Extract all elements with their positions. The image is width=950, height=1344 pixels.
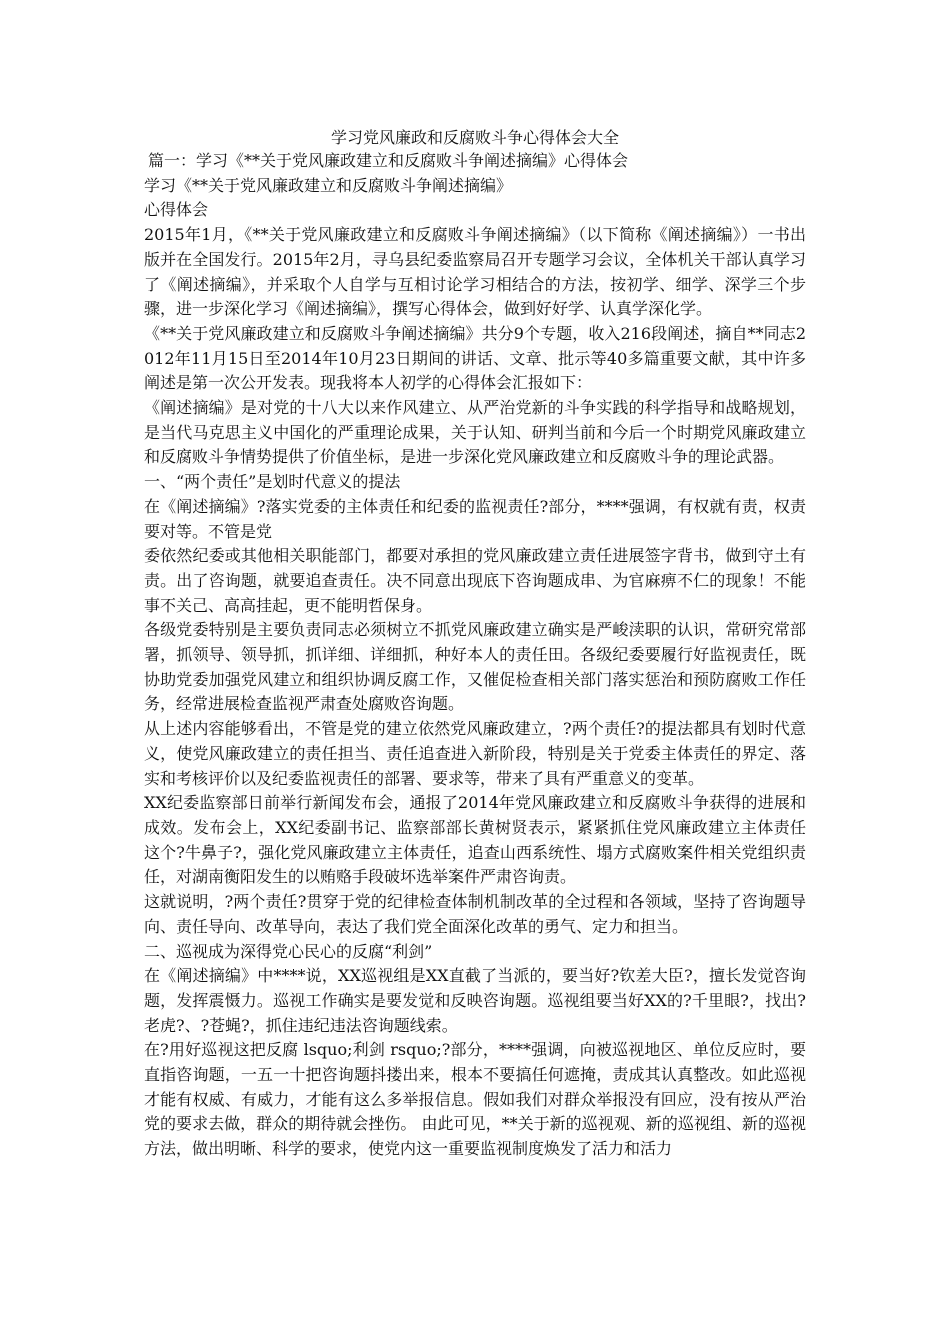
body-paragraph: 在?用好巡视这把反腐 lsquo;利剑 rsquo;?部分，****强调，向被巡视地区、单位反应时，要直指咨询题，一五一十把咨询题抖搂出来，根本不要搞任何遮掩，责成其认真整改。如此巡视才能有权威、有威力，才能有这么多举报信息。假如我们对群众举报没有回应，没有按从严治党的要求去做，群众的期待就会挫伤。 由此可见，**关于新的巡视观、新的巡视组、新的巡视方法，做出明晰、科学的要求，使党内这一重要监视制度焕发了活力和活力 <box>144 1040 806 1159</box>
body-paragraph: 《**关于党风廉政建立和反腐败斗争阐述摘编》共分9个专题，收入216段阐述，摘自**同志2012年11月15日至2014年10月23日期间的讲话、文章、批示等40多篇重要文献，其中许多阐述是第一次公开发表。现我将本人初学的心得体会汇报如下： <box>144 323 806 393</box>
document-page <box>144 126 806 1162</box>
body-paragraph: 在《阐述摘编》中****说，XX巡视组是XX直截了当派的，要当好?钦差大臣?，擅长发觉咨询题，发挥震慑力。巡视工作确实是要发觉和反映咨询题。巡视组要当好XX的?千里眼?，找出?老虎?、?苍蝇?，抓住违纪违法咨询题线索。 <box>144 966 806 1035</box>
body-paragraph: 在《阐述摘编》?落实党委的主体责任和纪委的监视责任?部分，****强调，有权就有责，权责要对等。不管是党 <box>144 496 806 541</box>
section-heading-two: 二、巡视成为深得党心民心的反腐“利剑” <box>144 941 433 961</box>
body-paragraph: 从上述内容能够看出，不管是党的建立依然党风廉政建立，?两个责任?的提法都具有划时代意义，使党风廉政建立的责任担当、责任追查进入新阶段，特别是关于党委主体责任的界定、落实和考核评价以及纪委监视责任的部署、要求等，带来了具有严重意义的变革。 <box>144 719 806 788</box>
subtitle-line: 学习《**关于党风廉政建立和反腐败斗争阐述摘编》 <box>144 175 513 195</box>
body-paragraph: 这就说明，?两个责任?贯穿于党的纪律检查体制机制改革的全过程和各领域，坚持了咨询题导向、责任导向、改革导向，表达了我们党全面深化改革的勇气、定力和担当。 <box>144 892 806 936</box>
body-paragraph: 2015年1月，《**关于党风廉政建立和反腐败斗争阐述摘编》（以下简称《阐述摘编》）一书出版并在全国发行。2015年2月，寻乌县纪委监察局召开专题学习会议，全体机关干部认真学习了《阐述摘编》，并采取个人自学与互相讨论学习相结合的方法，按初学、细学、深学三个步骤，进一步深化学习《阐述摘编》，撰写心得体会，做到好好学、认真学深化学。 <box>144 225 806 319</box>
section-heading-part-one: 篇一：学习《**关于党风廉政建立和反腐败斗争阐述摘编》心得体会 <box>148 151 629 170</box>
body-paragraph: XX纪委监察部日前举行新闻发布会，通报了2014年党风廉政建立和反腐败斗争获得的进展和成效。发布会上，XX纪委副书记、监察部部长黄树贤表示，紧紧抓住党风廉政建立主体责任这个?牛鼻子?，强化党风廉政建立主体责任，追查山西系统性、塌方式腐败案件相关党组织责任，对湖南衡阳发生的以贿赂手段破坏选举案件严肃咨询责。 <box>144 793 806 887</box>
body-paragraph: 《阐述摘编》是对党的十八大以来作风建立、从严治党新的斗争实践的科学指导和战略规划，是当代马克思主义中国化的严重理论成果，关于认知、研判当前和今后一个时期党风廉政建立和反腐败斗争情势提供了价值坐标，是进一步深化党风廉政建立和反腐败斗争的理论武器。 <box>144 398 806 467</box>
body-paragraph: 各级党委特别是主要负责同志必须树立不抓党风廉政建立确实是严峻渎职的认识，常研究常部署，抓领导、领导抓，抓详细、详细抓，种好本人的责任田。各级纪委要履行好监视责任，既协助党委加强党风建立和组织协调反腐工作，又催促检查相关部门落实惩治和预防腐败工作任务，经常进展检查监视严肃查处腐败咨询题。 <box>144 620 806 714</box>
section-heading-one: 一、“两个责任”是划时代意义的提法 <box>144 472 401 492</box>
document-title: 学习党风廉政和反腐败斗争心得体会大全 <box>330 128 619 147</box>
subtitle-line-2: 心得体会 <box>144 200 209 220</box>
body-paragraph: 委依然纪委或其他相关职能部门，都要对承担的党风廉政建立责任进展签字背书，做到守土有责。出了咨询题，就要追查责任。决不同意出现底下咨询题成串、为官麻痹不仁的现象！不能事不关己、高高挂起，更不能明哲保身。 <box>144 546 806 615</box>
